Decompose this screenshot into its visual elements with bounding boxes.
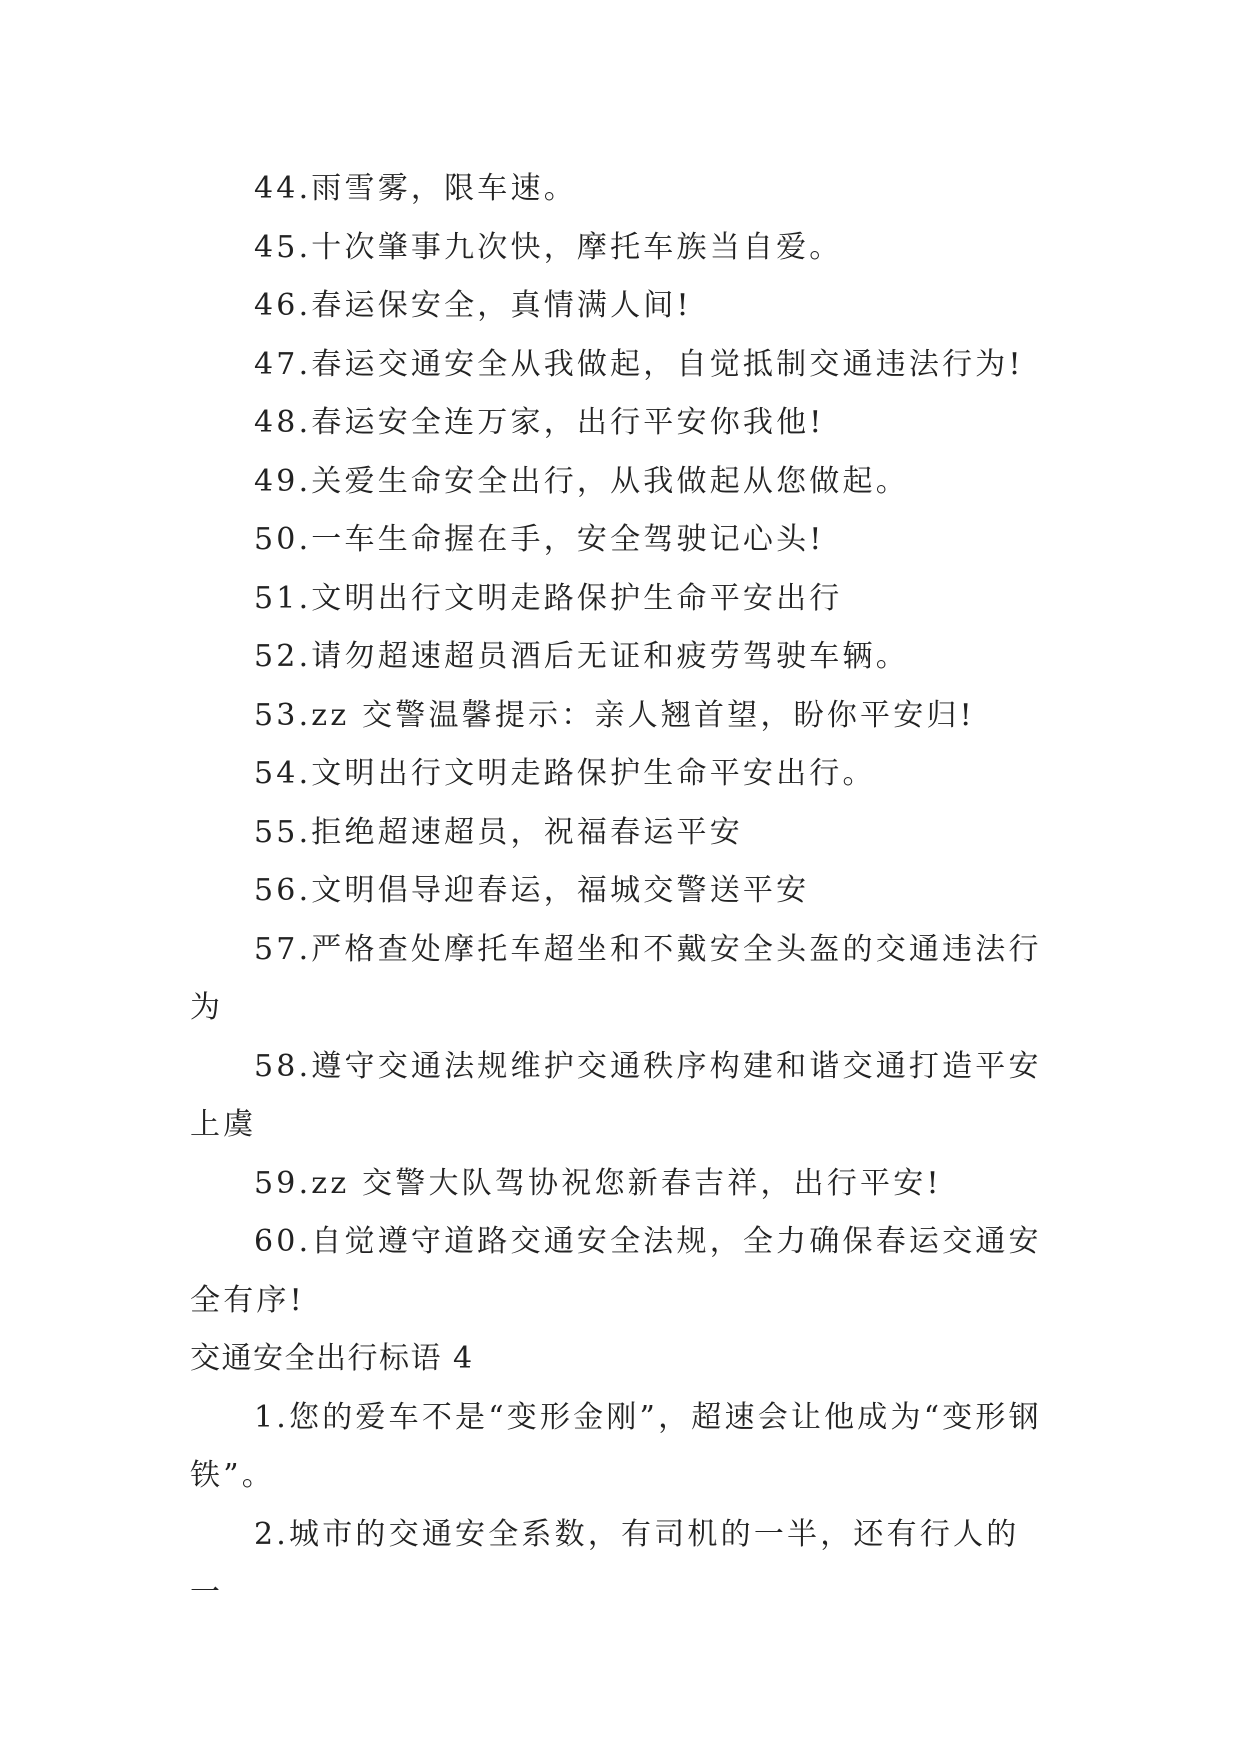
slogan-52: 52.请勿超速超员酒后无证和疲劳驾驶车辆。 (254, 639, 909, 674)
slogan-60: 60.自觉遵守道路交通安全法规，全力确保春运交通安全有序! (190, 1224, 1042, 1318)
slogan-56: 56.文明倡导迎春运，福城交警送平安 (254, 873, 810, 908)
slogan-45: 45.十次肇事九次快，摩托车族当自爱。 (254, 229, 843, 265)
slogan-49: 49.关爱生命安全出行，从我做起从您做起。 (254, 463, 909, 499)
slogan-55: 55.拒绝超速超员，祝福春运平安 (254, 814, 743, 850)
slogan-58: 58.遵守交通法规维护交通秩序构建和谐交通打造平安上虞 (190, 1048, 1042, 1142)
slogan-57: 57.严格查处摩托车超坐和不戴安全头盔的交通违法行为 (190, 931, 1042, 1025)
slogan-44: 44.雨雪雾，限车速。 (254, 171, 577, 206)
slogan-47: 47.春运交通安全从我做起，自觉抵制交通违法行为! (254, 346, 1024, 382)
document-body (190, 160, 1050, 1623)
slogan-54: 54.文明出行文明走路保护生命平安出行。 (254, 756, 876, 791)
slogan-51: 51.文明出行文明走路保护生命平安出行 (254, 580, 843, 616)
section-heading: 交通安全出行标语 4 (190, 1341, 474, 1376)
slogan-50: 50.一车生命握在手，安全驾驶记心头! (254, 522, 825, 557)
slogan-59: 59.zz 交警大队驾协祝您新春吉祥，出行平安! (254, 1165, 942, 1201)
slogan-4-2: 2.城市的交通安全系数，有司机的一半，还有行人的一 (190, 1516, 1020, 1610)
slogan-46: 46.春运保安全，真情满人间! (254, 288, 692, 323)
slogan-4-1: 1.您的爱车不是“变形金刚”，超速会让他成为“变形钢铁”。 (190, 1399, 1042, 1493)
slogan-48: 48.春运安全连万家，出行平安你我他! (254, 405, 825, 440)
slogan-53: 53.zz 交警温馨提示：亲人翘首望，盼你平安归! (254, 697, 975, 733)
